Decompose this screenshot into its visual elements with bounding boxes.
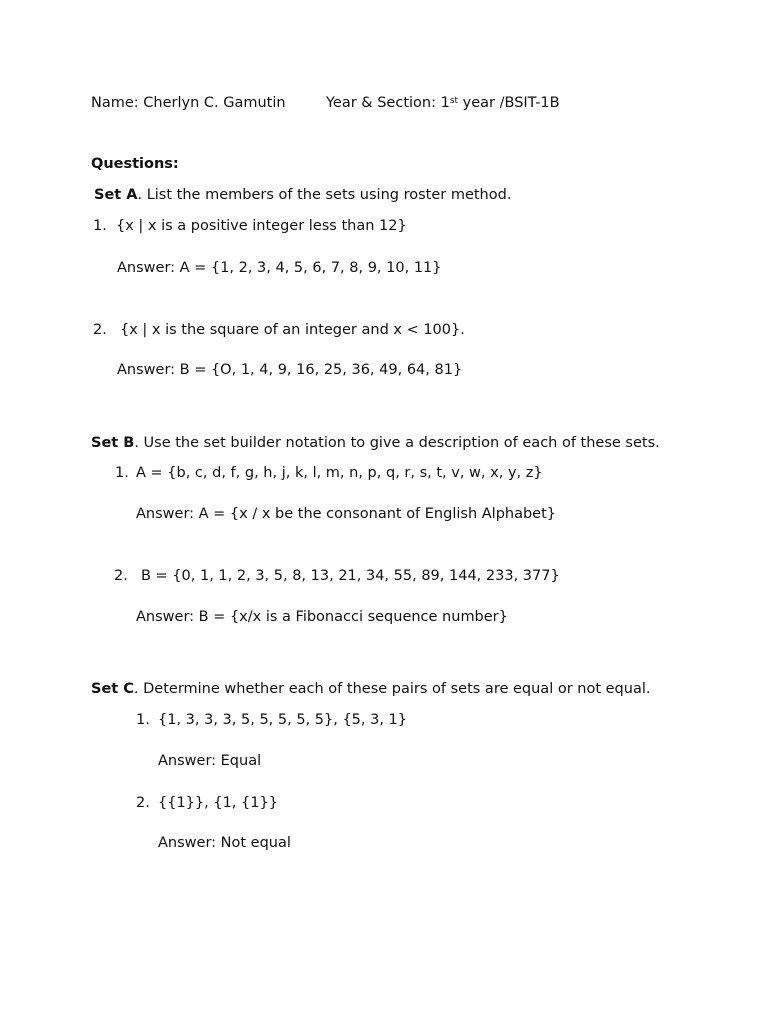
set-b-label: Set B: [91, 435, 135, 451]
set-c-item-1-number: 1.: [136, 712, 150, 728]
set-c-item-2-question: {{1}}, {1, {1}}: [158, 795, 278, 811]
set-a-label: Set A: [94, 187, 138, 203]
set-c-item-1-answer: Answer: Equal: [158, 753, 262, 769]
set-b-item-1-question: A = {b, c, d, f, g, h, j, k, l, m, n, p, q, r, s, t, v, w, x, y, z}: [136, 465, 543, 481]
set-c-item-2-answer: Answer: Not equal: [158, 835, 291, 851]
set-c-label: Set C: [91, 681, 134, 697]
set-b-heading: [91, 434, 660, 452]
set-b-item-2-question: B = {0, 1, 1, 2, 3, 5, 8, 13, 21, 34, 55, 89, 144, 233, 377}: [141, 568, 560, 584]
set-b-item-2-number: 2.: [114, 568, 128, 584]
set-c-item-2-number: 2.: [136, 795, 150, 811]
set-b-instruction: . Use the set builder notation to give a description of each of these sets.: [134, 435, 660, 451]
set-c-instruction: . Determine whether each of these pairs of sets are equal or not equal.: [133, 681, 651, 697]
year-section-prefix: Year & Section: 1: [326, 95, 450, 111]
set-b-item-1-answer: Answer: A = {x / x be the consonant of English Alphabet}: [136, 506, 557, 522]
set-a-item-2-answer: Answer: B = {O, 1, 4, 9, 16, 25, 36, 49, 64, 81}: [117, 362, 463, 378]
year-section: [326, 94, 560, 112]
year-section-ordinal: st: [449, 96, 459, 106]
set-b-item-1-number: 1.: [115, 465, 129, 481]
questions-heading: Questions:: [91, 156, 179, 172]
set-a-item-2-number: 2.: [93, 322, 107, 338]
set-a-heading: [94, 186, 511, 204]
year-section-suffix: year /BSIT-1B: [458, 95, 560, 111]
set-c-item-1-question: {1, 3, 3, 3, 5, 5, 5, 5, 5}, {5, 3, 1}: [158, 712, 408, 728]
set-b-item-2-answer: Answer: B = {x/x is a Fibonacci sequence number}: [136, 609, 508, 625]
set-a-item-1-number: 1.: [93, 218, 107, 234]
set-a-instruction: . List the members of the sets using roster method.: [137, 187, 512, 203]
set-a-item-1-answer: Answer: A = {1, 2, 3, 4, 5, 6, 7, 8, 9, 10, 11}: [117, 260, 442, 276]
set-c-heading: [91, 680, 650, 698]
student-name: Name: Cherlyn C. Gamutin: [91, 95, 286, 111]
set-a-item-1-question: {x | x is a positive integer less than 12}: [116, 218, 407, 234]
set-a-item-2-question: {x | x is the square of an integer and x < 100}.: [120, 322, 465, 338]
